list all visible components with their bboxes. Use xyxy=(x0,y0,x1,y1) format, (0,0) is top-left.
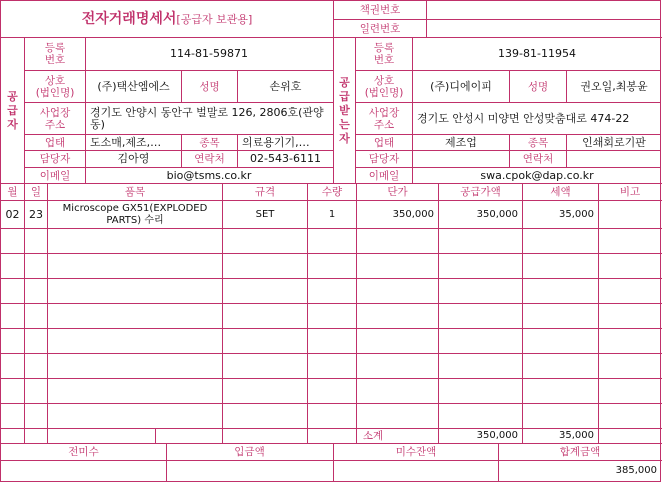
grid-line xyxy=(1,378,662,379)
grid-line xyxy=(1,443,662,444)
supplier-address-label: 사업장 주소 xyxy=(39,106,71,131)
document-title xyxy=(1,1,333,37)
grid-line xyxy=(438,184,439,443)
supplier-reg-no-label: 등록 번호 xyxy=(44,42,66,66)
grid-line xyxy=(333,444,334,482)
receiver-phone-label: 연락처 xyxy=(522,153,554,165)
supplier-biz-type-label: 업태 xyxy=(44,136,66,149)
receiver-biz-type-label: 업태 xyxy=(373,136,395,149)
subtotal-tax: 35,000 xyxy=(559,430,594,441)
grid-line xyxy=(356,184,357,443)
total-value: 385,000 xyxy=(615,465,657,476)
grid-line xyxy=(1,278,662,279)
grid-line xyxy=(498,444,499,482)
receiver-email-label: 이메일 xyxy=(368,169,400,182)
col-month-header: 월 xyxy=(7,186,18,198)
receiver-company-label: 상호 (법인명) xyxy=(364,74,404,99)
supplier-phone: 02-543-6111 xyxy=(250,152,321,165)
grid-line xyxy=(1,428,662,429)
receiver-name: 권오일,최봉윤 xyxy=(580,79,648,93)
supplier-email-label: 이메일 xyxy=(39,169,71,182)
col-day-header: 일 xyxy=(30,186,42,198)
receiver-reg-no-label: 등록 번호 xyxy=(373,42,395,66)
prev-balance-value xyxy=(1,461,166,481)
supplier-phone-label: 연락처 xyxy=(194,153,225,165)
grid-line xyxy=(1,403,662,404)
grid-line xyxy=(1,353,662,354)
serial-no-label: 일련번호 xyxy=(359,22,401,35)
item-note xyxy=(599,201,661,228)
item-tax: 35,000 xyxy=(559,208,594,220)
supplier-manager-label: 담당자 xyxy=(39,153,71,165)
subtotal-label: 소계 xyxy=(362,430,384,442)
total-label: 합계금액 xyxy=(559,446,601,458)
grid-line xyxy=(598,184,599,443)
supplier-biz-item-label: 종목 xyxy=(199,136,220,149)
supplier-biz-type: 도소매,제조,… xyxy=(90,135,162,149)
item-qty: 1 xyxy=(328,208,336,220)
grid-line xyxy=(522,184,523,443)
item-supply-amount: 350,000 xyxy=(476,208,518,220)
prev-balance-label: 전미수 xyxy=(68,446,99,458)
grid-line xyxy=(166,444,167,482)
title-sub: [공급자 보관용] xyxy=(176,12,253,26)
receiver-biz-item: 인쇄회로기판 xyxy=(582,135,646,149)
item-month: 02 xyxy=(5,207,20,221)
grid-line xyxy=(1,303,662,304)
col-tax-header: 세액 xyxy=(550,186,571,198)
item-unit-price: 350,000 xyxy=(392,208,434,220)
receiver-manager-label: 담당자 xyxy=(368,153,400,165)
book-no-label: 책권번호 xyxy=(359,4,401,16)
supplier-company: (주)택산엠에스 xyxy=(97,79,170,93)
col-note-header: 비고 xyxy=(619,186,641,198)
supplier-name: 손위호 xyxy=(269,79,302,93)
supplier-manager: 김아영 xyxy=(117,152,150,165)
supplier-company-label: 상호 (법인명) xyxy=(35,74,75,99)
supplier-reg-no: 114-81-59871 xyxy=(170,47,248,60)
item-day: 23 xyxy=(29,207,43,221)
paid-label: 입금액 xyxy=(234,446,265,458)
grid-line xyxy=(1,228,662,229)
receiver-address-label: 사업장 주소 xyxy=(368,106,400,131)
grid-line xyxy=(1,328,662,329)
receiver-email: swa.cpok@dap.co.kr xyxy=(480,168,594,182)
title-text: 전자거래명세서 xyxy=(81,10,177,27)
receiver-side-label: 공 급 받 는 자 xyxy=(339,75,350,145)
supplier-biz-item: 의료용기기,… xyxy=(242,135,310,149)
grid-line xyxy=(1,460,662,461)
grid-line xyxy=(155,429,156,443)
supplier-name-label: 성명 xyxy=(199,80,220,93)
col-unit-price-header: 단가 xyxy=(387,186,408,198)
grid-line xyxy=(47,184,48,443)
supplier-address: 경기도 안양시 동안구 벌말로 126, 2806호(관양동) xyxy=(90,105,324,131)
receiver-phone xyxy=(567,151,661,167)
grid-line xyxy=(307,184,308,443)
receiver-manager xyxy=(413,151,509,167)
grid-line xyxy=(24,184,25,443)
paid-value xyxy=(167,461,332,481)
col-qty-header: 수량 xyxy=(321,186,343,198)
receiver-name-label: 성명 xyxy=(527,80,549,93)
col-spec-header: 규격 xyxy=(254,186,276,198)
subtotal-supply: 350,000 xyxy=(476,430,518,441)
unpaid-label: 미수잔액 xyxy=(395,446,437,458)
unpaid-value xyxy=(334,461,498,481)
receiver-biz-type: 제조업 xyxy=(445,135,477,149)
col-item-header: 품목 xyxy=(124,186,146,198)
receiver-company: (주)디에이피 xyxy=(430,79,492,93)
receiver-reg-no: 139-81-11954 xyxy=(498,47,576,60)
grid-line xyxy=(222,184,223,443)
receiver-address: 경기도 안성시 미양면 안성맞춤대로 474-22 xyxy=(417,111,630,125)
grid-line xyxy=(1,200,662,201)
supplier-email: bio@tsms.co.kr xyxy=(166,168,252,182)
col-supply-header: 공급가액 xyxy=(460,186,501,198)
grid-line xyxy=(1,253,662,254)
supplier-side-label: 공 급 자 xyxy=(7,89,18,131)
receiver-biz-item-label: 종목 xyxy=(527,136,549,149)
item-spec: SET xyxy=(255,208,275,220)
item-name: Microscope GX51(EXPLODED PARTS) 수리 xyxy=(62,202,208,226)
